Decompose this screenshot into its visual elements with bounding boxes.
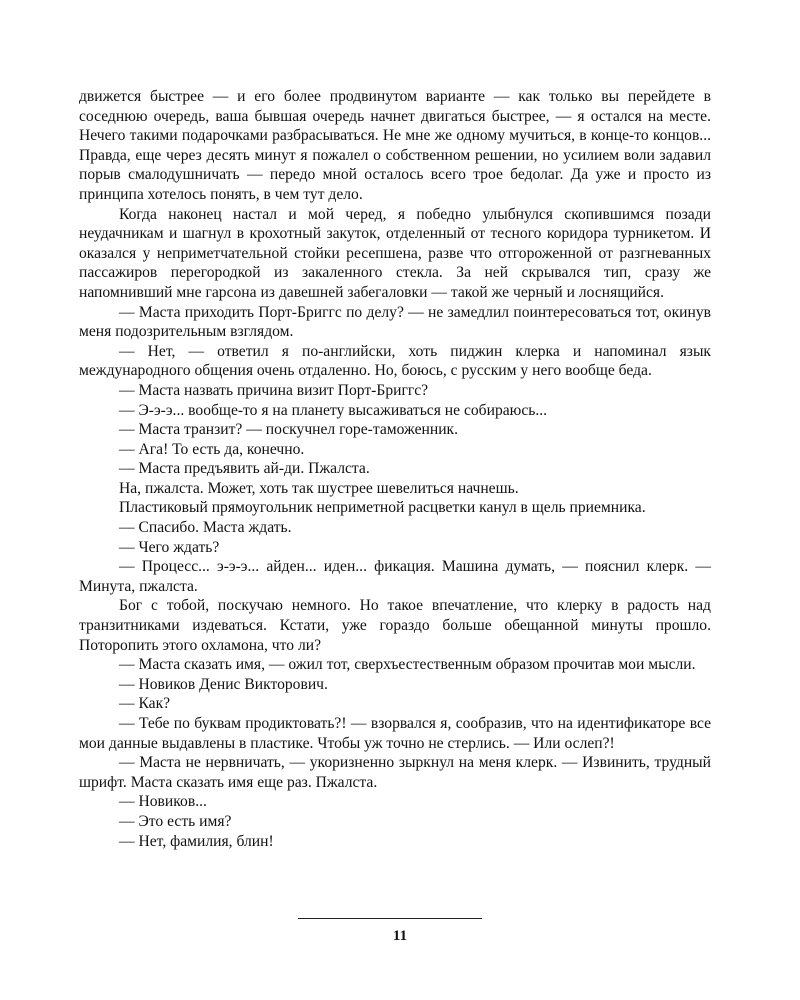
body-text: [79, 87, 711, 851]
paragraph-19: — Тебе по буквам продиктовать?! — взорвался я, сообразив, что на идентификаторе все мои данные выдавлены в пластике. Чтобы уж точно не стерлись. — Или ослеп?!: [79, 715, 711, 752]
paragraph-20: — Маста не нервничать, — укоризненно зыркнул на меня клерк. — Извинить, трудный шрифт. Маста сказать имя еще раз. Пжалста.: [79, 754, 711, 791]
paragraph-18: — Как?: [119, 695, 171, 713]
paragraph-12: — Спасибо. Маста ждать.: [119, 519, 292, 537]
paragraph-8: — Ага! То есть да, конечно.: [119, 440, 305, 458]
footer-divider: [298, 918, 482, 919]
paragraph-17: — Новиков Денис Викторович.: [119, 675, 328, 693]
paragraph-2: Когда наконец настал и мой черед, я победно улыбнулся скопившимся позади неудачникам и шагнул в крохотный закуток, отделенный от тесного коридора турникетом. И оказался у неприметчательной стойки ресепшена, разве что отгороженной от разгневанных пассажиров перегородкой из закаленного стекла. За ней скрывался тип, сразу же напомнивший мне гарсона из давешней забегаловки — такой же черный и лоснящийся.: [79, 205, 711, 301]
paragraph-4: — Нет, — ответил я по-английски, хоть пиджин клерка и напоминал язык международного общения очень отдаленно. Но, боюсь, с русским у него вообще беда.: [79, 342, 711, 380]
page-number: 11: [392, 928, 408, 944]
paragraph-11: Пластиковый прямоугольник неприметной расцветки канул в щель приемника.: [119, 499, 646, 517]
paragraph-7: — Маста транзит? — поскучнел горе-таможенник.: [119, 421, 459, 439]
paragraph-9: — Маста предъявить ай-ди. Пжалста.: [119, 460, 370, 478]
paragraph-3: — Маста приходить Порт-Бриггс по делу? — не замедлил поинтересоваться тот, окинув меня подозрительным взглядом.: [79, 303, 711, 341]
paragraph-23: — Нет, фамилия, блин!: [119, 832, 274, 850]
paragraph-15: Бог с тобой, поскучаю немного. Но такое впечатление, что клерку в радость над транзитниками издеваться. Кстати, уже гораздо больше обещанной минуты прошло. Поторопить этого охламона, что ли?: [79, 597, 711, 654]
paragraph-22: — Это есть имя?: [119, 812, 232, 830]
paragraph-5: — Маста назвать причина визит Порт-Бриггс?: [119, 381, 429, 399]
paragraph-13: — Чего ждать?: [119, 538, 220, 556]
paragraph-1: движется быстрее — и его более продвинутом варианте — как только вы перейдете в соседнюю очередь, ваша бывшая очередь начнет двигаться быстрее, — я остался на месте. Нечего такими подарочками разбрасываться. Не мне же одному мучиться, в конце-то концов... Правда, еще через десять минут я пожалел о собственном решении, но усилием воли задавил порыв смалодушничать — передо мной осталось всего трое бедолаг. Да уже и просто из принципа хотелось понять, в чем тут дело.: [79, 88, 711, 203]
paragraph-14: — Процесс... э-э-э... айден... иден... фикация. Машина думать, — пояснил клерк. — Минута, пжалста.: [79, 558, 711, 595]
paragraph-21: — Новиков...: [119, 793, 207, 811]
paragraph-6: — Э-э-э... вообще-то я на планету высаживаться не собираюсь...: [119, 401, 548, 419]
paragraph-10: На, пжалста. Может, хоть так шустрее шевелиться начнешь.: [119, 479, 519, 497]
paragraph-16: — Маста сказать имя, — ожил тот, сверхъестественным образом прочитав мои мысли.: [119, 656, 696, 674]
